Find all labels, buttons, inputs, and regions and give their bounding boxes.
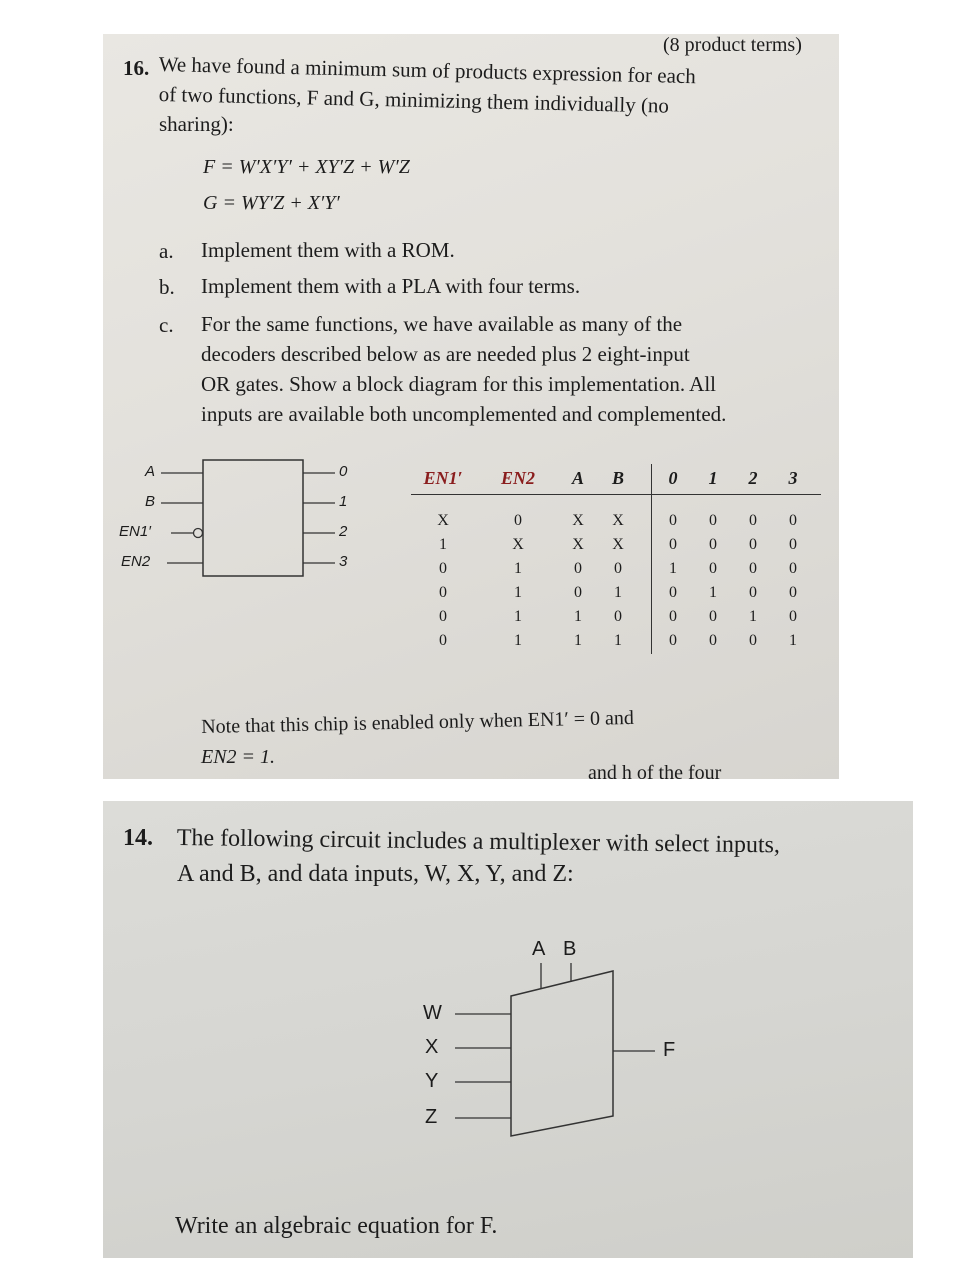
table-header-rule [411, 494, 821, 495]
table-cell: 1 [574, 632, 582, 649]
problem-14-line-2: A and B, and data inputs, W, X, Y, and Z: [177, 861, 574, 887]
table-cell: 1 [789, 632, 797, 649]
table-cell: 0 [514, 512, 522, 529]
part-b-letter: b. [159, 275, 175, 299]
part-c-line-1: For the same functions, we have available as many of the [201, 312, 683, 336]
table-cell: 0 [749, 536, 757, 553]
problem-14-number: 14. [123, 825, 153, 851]
decoder-input-en2: EN2 [121, 553, 151, 570]
equation-g: G = WY′Z + X′Y′ [203, 192, 340, 214]
table-cell: X [572, 536, 584, 553]
table-cell: 0 [709, 608, 717, 625]
problem-16-photo [103, 34, 839, 779]
table-cell: 0 [574, 584, 582, 601]
part-c-line-4: inputs are available both uncomplemented and complemented. [201, 402, 727, 426]
table-cell: X [437, 512, 449, 529]
problem-14-question: Write an algebraic equation for F. [175, 1213, 498, 1239]
mux-input-x: X [425, 1036, 439, 1058]
table-cell: 0 [749, 584, 757, 601]
table-cell: 0 [709, 512, 717, 529]
table-cell: X [612, 512, 624, 529]
table-cell: 0 [669, 608, 677, 625]
table-cell: 0 [749, 512, 757, 529]
table-cell: X [512, 536, 524, 553]
decoder-output-1: 1 [339, 493, 348, 510]
equation-f: F = W′X′Y′ + XY′Z + W′Z [203, 156, 410, 178]
table-cell: 1 [614, 632, 622, 649]
table-cell: 0 [709, 560, 717, 577]
mux-select-b: B [563, 938, 577, 960]
mux-lines [413, 936, 703, 1146]
table-cell: 0 [789, 560, 797, 577]
header-a: A [571, 468, 584, 488]
table-cell: 0 [614, 560, 622, 577]
table-cell: 0 [789, 536, 797, 553]
table-cell: 1 [439, 536, 447, 553]
mux-input-z: Z [425, 1106, 438, 1128]
table-cell: X [572, 512, 584, 529]
table-cell: 0 [789, 584, 797, 601]
problem-14-photo [103, 801, 913, 1258]
table-cell: 0 [439, 584, 447, 601]
table-cell: 1 [514, 608, 522, 625]
header-out-3: 3 [788, 468, 798, 488]
header-out-2: 2 [748, 468, 758, 488]
table-cell: 1 [669, 560, 677, 577]
decoder-input-a: A [145, 463, 156, 480]
enable-note-line-1: Note that this chip is enabled only when EN1′ = 0 and [201, 706, 635, 738]
table-cell: 1 [749, 608, 757, 625]
table-cell: 0 [669, 584, 677, 601]
header-en1: EN1′ [423, 468, 463, 488]
decoder-output-0: 0 [339, 463, 348, 480]
mux-input-w: W [423, 1002, 442, 1024]
table-cell: 0 [749, 632, 757, 649]
part-c-letter: c. [159, 313, 174, 337]
decoder-output-3: 3 [339, 553, 348, 570]
part-a-text: Implement them with a ROM. [201, 238, 455, 262]
problem-14-line-1: The following circuit includes a multiplexer with select inputs, [176, 825, 781, 859]
multiplexer-diagram [413, 936, 703, 1146]
table-cell: 0 [789, 608, 797, 625]
intro-line-3: sharing): [159, 112, 234, 136]
decoder-diagram [117, 456, 367, 586]
header-b: B [611, 468, 624, 488]
decoder-input-en1: EN1′ [119, 523, 151, 540]
header-en2: EN2 [500, 468, 535, 488]
table-cell: 0 [709, 632, 717, 649]
part-a-letter: a. [159, 239, 174, 263]
table-cell: 0 [789, 512, 797, 529]
mux-select-a: A [532, 938, 546, 960]
decoder-input-b: B [145, 493, 156, 510]
table-cell: 1 [514, 632, 522, 649]
table-cell: 0 [614, 608, 622, 625]
table-cell: 0 [574, 560, 582, 577]
truth-table [403, 464, 828, 664]
header-out-0: 0 [668, 468, 678, 488]
part-b-text: Implement them with a PLA with four terms. [201, 274, 581, 298]
problem-number: 16. [123, 56, 150, 80]
table-cell: 1 [574, 608, 582, 625]
mux-input-y: Y [425, 1070, 439, 1092]
table-cell: 0 [439, 560, 447, 577]
product-terms-note: (8 product terms) [663, 34, 802, 56]
table-cell: 1 [709, 584, 717, 601]
enable-note-line-2: EN2 = 1. [201, 746, 276, 768]
table-cell: X [612, 536, 624, 553]
table-cell: 0 [669, 536, 677, 553]
part-c-line-2: decoders described below as are needed plus 2 eight-input [201, 342, 690, 366]
table-cell: 0 [669, 512, 677, 529]
table-cell: 0 [749, 560, 757, 577]
table-cell: 0 [439, 608, 447, 625]
intro-line-1: We have found a minimum sum of products expression for each [158, 52, 697, 89]
cut-off-text: and h of the four [588, 762, 722, 779]
table-divider [651, 464, 652, 654]
mux-output-f: F [663, 1039, 676, 1061]
table-cell: 0 [439, 632, 447, 649]
header-out-1: 1 [708, 468, 718, 488]
intro-line-2: of two functions, F and G, minimizing them individually (no [158, 82, 670, 118]
decoder-output-2: 2 [339, 523, 348, 540]
table-cell: 0 [709, 536, 717, 553]
part-c-line-3: OR gates. Show a block diagram for this implementation. All [201, 372, 717, 396]
table-cell: 1 [614, 584, 622, 601]
table-cell: 1 [514, 584, 522, 601]
table-cell: 0 [669, 632, 677, 649]
table-cell: 1 [514, 560, 522, 577]
